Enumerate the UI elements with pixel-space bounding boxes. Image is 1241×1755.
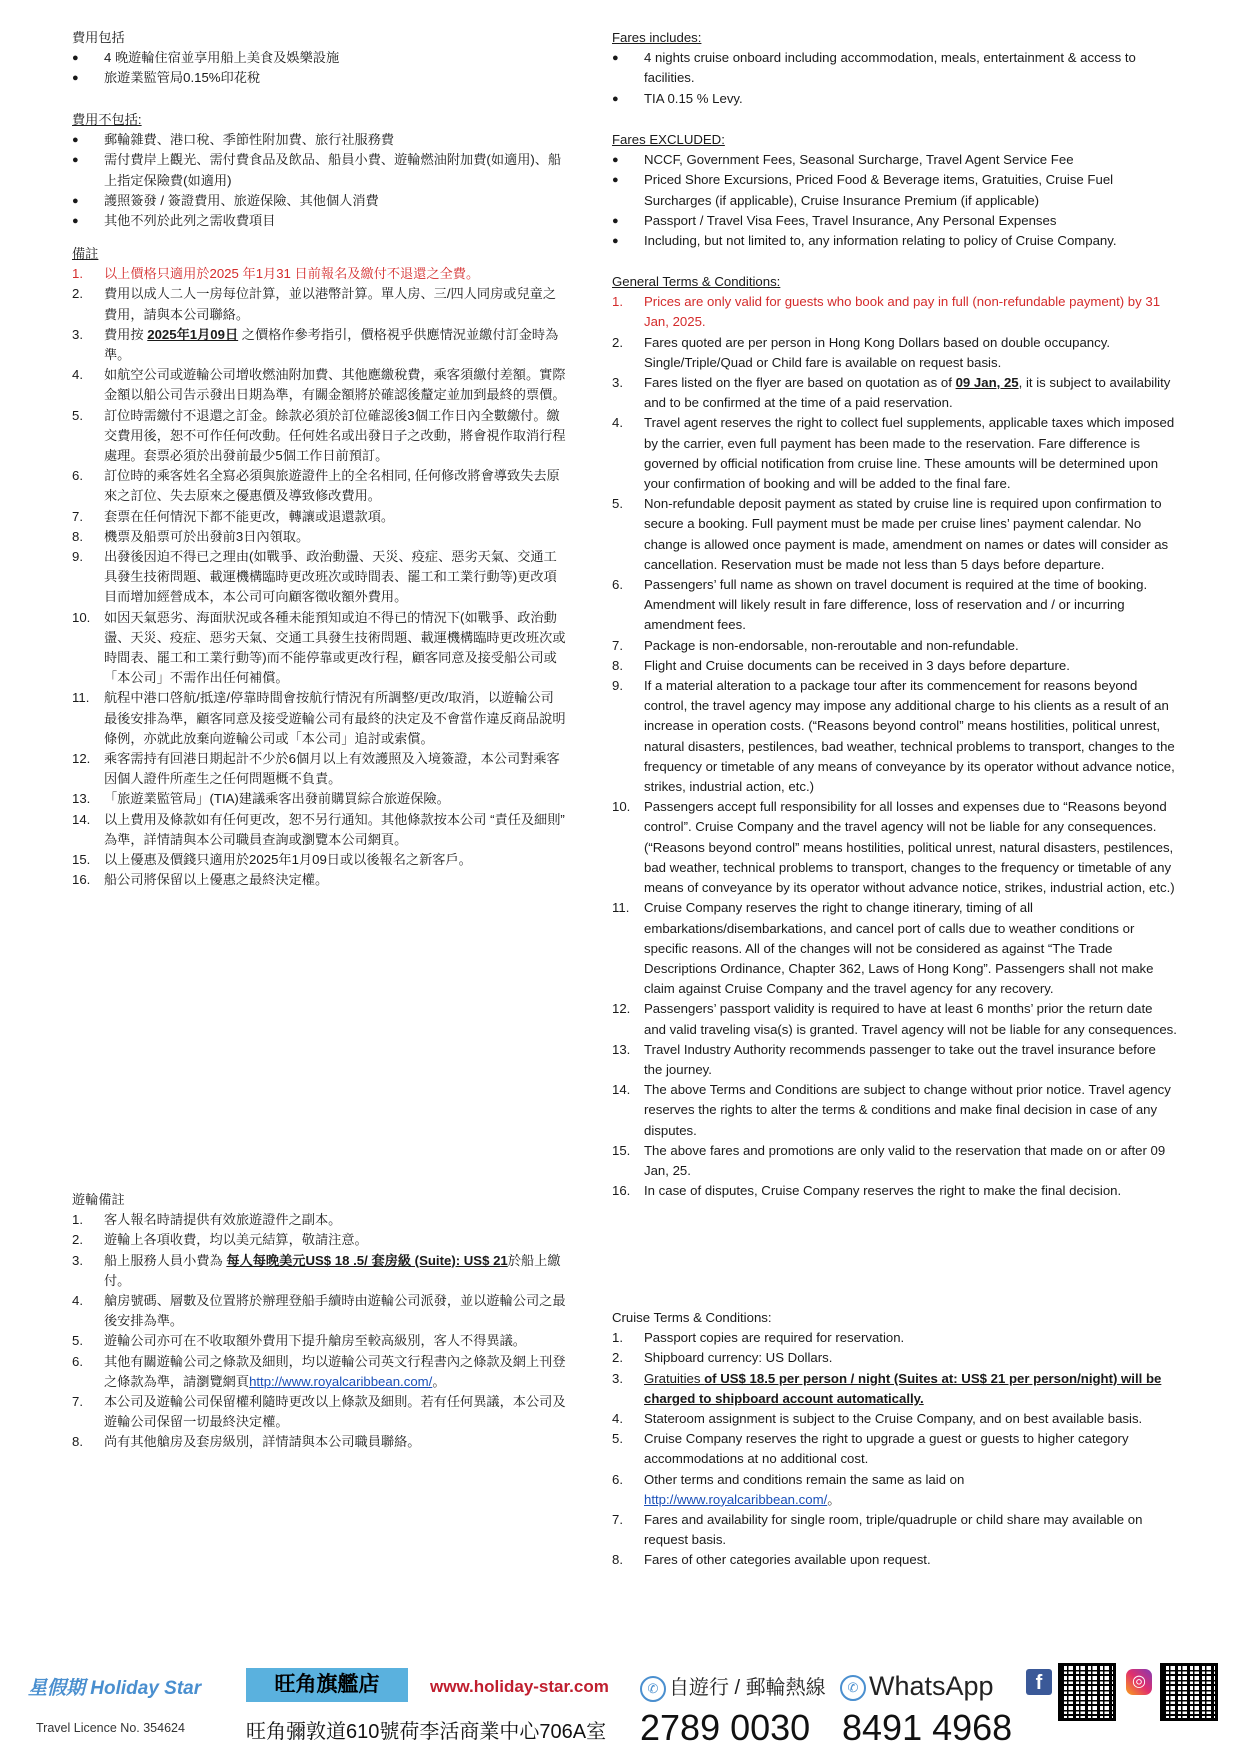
list-item: 7. Package is non-endorsable, non-reroutable and non-refundable. xyxy=(612,637,1019,653)
cruise-terms-section xyxy=(612,1308,1177,1571)
list-item: 7. 套票在任何情況下都不能更改，轉讓或退還款項。 xyxy=(72,508,395,524)
list-item: 14. The above Terms and Conditions are subject to change without prior notice. Travel agency reserves the rights to alter the terms & conditions and make final decision in case of any disputes. xyxy=(612,1082,1171,1138)
list-item: 11. 航程中港口啓航/抵達/停靠時間會按航行情況有所調整/更改/取消，以遊輪公司最後安排為準，顧客同意及接受遊輪公司有最終的決定及不會當作違反商品說明條例，亦就此放棄向遊輪公司或「本公司」追討或索償。 xyxy=(72,690,566,746)
list-item: ● Priced Shore Excursions, Priced Food & Beverage items, Gratuities, Cruise Fuel Surcharges (if applicable), Cruise Insurance Premium (if applicable) xyxy=(612,170,1177,210)
remarks-title-zh: 備註 xyxy=(72,246,99,261)
list-item: ● Including, but not limited to, any information relating to policy of Cruise Company. xyxy=(612,231,1177,251)
phone-icon: ✆ xyxy=(640,1676,666,1702)
list-item: 6. Other terms and conditions remain the same as laid on http://www.royalcaribbean.com/。 xyxy=(612,1471,965,1507)
whatsapp-label: ✆ WhatsApp xyxy=(840,1671,994,1702)
cruise-terms-title: Cruise Terms & Conditions: xyxy=(612,1310,772,1325)
list-item: 8. 機票及船票可於出發前3日內領取。 xyxy=(72,528,310,544)
list-item: 1. 客人報名時請提供有效旅遊證件之副本。 xyxy=(72,1212,342,1228)
excludes-section-zh xyxy=(72,110,567,231)
cruise-notes-section-zh xyxy=(72,1190,567,1453)
list-item: 11. Cruise Company reserves the right to change itinerary, timing of all embarkations/disembarkations, and cancel port of calls due to weather conditions or specific reasons. All of the changes will not be considered as against “The Trade Descriptions Ordinance, Chapter 362, Laws of Hong Kong”. Passengers shall not make claim against Cruise Company and the travel agency for any recovery. xyxy=(612,900,1154,997)
list-item: 6. Passengers’ full name as shown on travel document is required at the time of booking. Amendment will likely result in fare difference, loss of reservation and / or incurring amendment fees. xyxy=(612,577,1148,633)
excludes-title-en: Fares EXCLUDED: xyxy=(612,132,725,147)
list-item: ● 4 nights cruise onboard including accommodation, meals, entertainment & access to facilities. xyxy=(612,48,1177,88)
list-item: 4. Stateroom assignment is subject to the Cruise Company, and on best available basis. xyxy=(612,1411,1143,1427)
list-item: 7. Fares and availability for single room, triple/quadruple or child share may available on request basis. xyxy=(612,1512,1143,1548)
store-badge: 旺角旗艦店 xyxy=(246,1668,408,1702)
list-item: ● 旅遊業監管局0.15%印花稅 xyxy=(72,68,567,88)
list-item: 8. 尚有其他艙房及套房級別，詳情請與本公司職員聯絡。 xyxy=(72,1434,421,1450)
quote-date-zh: 2025年1月09日 xyxy=(147,326,239,342)
list-item: 4. 如航空公司或遊輪公司增收燃油附加費、其他應繳稅費，乘客須繳付差額。實際金額以船公司告示發出日期為準，有關金額將於確認後釐定並加到最終的票價。 xyxy=(72,367,566,403)
list-item: 3. Gratuities of US$ 18.5 per person / night (Suites at: US$ 21 per person/night) will be charged to shipboard account automatically. xyxy=(612,1370,1162,1406)
includes-title-en: Fares includes: xyxy=(612,30,702,45)
list-item: ● TIA 0.15 % Levy. xyxy=(612,89,1177,109)
list-item: 4. Travel agent reserves the right to collect fuel supplements, applicable taxes which imposed by the carrier, even full payment has been made to the reservation. Fare difference is governed by official notification from cruise line. These amounts will be determined upon your confirmation of booking and will be added to the final fare. xyxy=(612,415,1175,492)
includes-section-en xyxy=(612,28,1177,109)
list-item: 8. Flight and Cruise documents can be received in 3 days before departure. xyxy=(612,657,1070,673)
list-item: 5. 遊輪公司亦可在不收取額外費用下提升艙房至較高級別，客人不得異議。 xyxy=(72,1333,526,1349)
list-item: 6. 訂位時的乘客姓名全寫必須與旅遊證件上的全名相同, 任何修改將會導致失去原來之訂位、失去原來之優惠價及導致修改費用。 xyxy=(72,468,560,504)
list-item: ● 需付費岸上觀光、需付費食品及飲品、船員小費、遊輪燃油附加費(如適用)、船上指定保險費(如適用) xyxy=(72,150,567,190)
royal-caribbean-link-en[interactable]: http://www.royalcaribbean.com/ xyxy=(644,1491,828,1507)
includes-section-zh xyxy=(72,28,567,89)
list-item: 10. Passengers accept full responsibility for all losses and expenses due to “Reasons beyond control”. Cruise Company and the travel agency will not be liable for any consequences. (“Reasons beyond control” means hostilities, political unrest, natural disasters, pestilences, bad weather, technical problems to transport, changes to the frequency or timetable of any means of conveyance by its operator without advance notice, strikes, industrial action, etc.) xyxy=(612,799,1175,896)
list-item: 2. 費用以成人二人一房每位計算，並以港幣計算。單人房、三/四人同房或兒童之費用，請與本公司聯絡。 xyxy=(72,286,557,322)
list-item: 5. 訂位時需繳付不退還之訂金。餘款必須於訂位確認後3個工作日內全數繳付。繳交費用後，恕不可作任何改動。任何姓名或出發日子之改動，將會視作取消行程處理。套票必須於出發前最少5個工作日前預訂。 xyxy=(72,407,566,464)
travel-licence: Travel Licence No. 354624 xyxy=(36,1721,185,1735)
list-item: 16. 船公司將保留以上優惠之最終決定權。 xyxy=(72,872,329,888)
list-item: ● 護照簽發 / 簽證費用、旅遊保險、其他個人消費 xyxy=(72,191,567,211)
list-item: 3. 船上服務人員小費為 每人每晚美元US$ 18 .5/ 套房級 (Suite): US$ 21於船上繳付。 xyxy=(72,1252,561,1288)
instagram-icon[interactable]: ◎ xyxy=(1126,1669,1152,1695)
whatsapp-number[interactable]: 8491 4968 xyxy=(842,1707,1013,1748)
list-item: 9. 出發後因迫不得已之理由(如戰爭、政治動盪、天災、疫症、惡劣天氣、交通工具發生技術問題、載運機構臨時更改班次或時間表、罷工和工業行動等)更改項目而增加經營成本，本公司可向顧客徵收額外費用。 xyxy=(72,549,557,605)
list-item: 8. Fares of other categories available upon request. xyxy=(612,1552,931,1568)
list-item: ● NCCF, Government Fees, Seasonal Surcharge, Travel Agent Service Fee xyxy=(612,150,1177,170)
remarks-section-zh xyxy=(72,244,567,891)
facebook-icon[interactable]: f xyxy=(1026,1669,1052,1695)
facebook-qr-code xyxy=(1058,1663,1116,1721)
excludes-section-en xyxy=(612,130,1177,251)
list-item: 2. Shipboard currency: US Dollars. xyxy=(612,1350,833,1366)
list-item: 14. 以上費用及條款如有任何更改，恕不另行通知。其他條款按本公司 “責任及細則” 為準，詳情請與本公司職員查詢或瀏覽本公司網頁。 xyxy=(72,811,565,847)
list-item: 15. 以上優惠及價錢只適用於2025年1月09日或以後報名之新客戶。 xyxy=(72,852,472,868)
royal-caribbean-link-zh[interactable]: http://www.royalcaribbean.com/ xyxy=(249,1373,433,1389)
list-item: 5. Cruise Company reserves the right to upgrade a guest or guests to higher category accommodations at no additional cost. xyxy=(612,1431,1129,1467)
list-item: 3. Fares listed on the flyer are based on quotation as of 09 Jan, 25, it is subject to availability and to be confirmed at the time of a paid reservation. xyxy=(612,375,1171,411)
list-item: ● Passport / Travel Visa Fees, Travel Insurance, Any Personal Expenses xyxy=(612,211,1177,231)
list-item: 9. If a material alteration to a package tour after its commencement for reasons beyond control, the travel agency may impose any additional charge to his clients as a result of an increase in operation costs. (“Reasons beyond control” means hostilities, political unrest, natural disasters, pestilences, bad weather, technical problems to transport, changes to the frequency or timetable of any means of conveyance by its operator without advance notice, strikes, industrial action, etc.) xyxy=(612,678,1175,795)
brand-logo: 星假期 Holiday Star xyxy=(28,1678,202,1699)
website-link[interactable]: www.holiday-star.com xyxy=(430,1677,609,1696)
list-item: 13. Travel Industry Authority recommends passenger to take out the travel insurance before the journey. xyxy=(612,1041,1156,1077)
excludes-title-zh: 費用不包括: xyxy=(72,112,142,127)
hotline-label: ✆ 自遊行 / 郵輪熱線 xyxy=(640,1671,826,1702)
list-item: 2. 遊輪上各項收費，均以美元結算，敬請注意。 xyxy=(72,1232,368,1248)
list-item: 5. Non-refundable deposit payment as stated by cruise line is required upon confirmation to secure a booking. Full payment must be made per cruise lines’ payment calendar. No change is allowed once payment is made, amendment on names or dates will consider as cancellation. Reservation must be made not less than 5 days before departure. xyxy=(612,496,1169,572)
list-item: 2. Fares quoted are per person in Hong Kong Dollars based on double occupancy. Single/Triple/Quad or Child fare is available on request basis. xyxy=(612,334,1111,370)
list-item: 12. Passengers’ passport validity is required to have at least 6 months’ prior the return date and valid traveling visa(s) is granted. Travel agency will not be liable for any consequences. xyxy=(612,1001,1177,1037)
list-item: ● 郵輪雜費、港口稅、季節性附加費、旅行社服務費 xyxy=(72,130,567,150)
list-item: 13. 「旅遊業監管局」(TIA)建議乘客出發前購買綜合旅遊保險。 xyxy=(72,791,450,807)
general-terms-section xyxy=(612,272,1177,1201)
list-item: 15. The above fares and promotions are only valid to the reservation that made on or after 09 Jan, 25. xyxy=(612,1142,1166,1178)
instagram-qr-code xyxy=(1160,1663,1218,1721)
list-item: 12. 乘客需持有回港日期起計不少於6個月以上有效護照及入境簽證，本公司對乘客因個人證件所產生之任何問題概不負責。 xyxy=(72,751,560,787)
list-item: 4. 艙房號碼、層數及位置將於辦理登船手續時由遊輪公司派發，並以遊輪公司之最後安排為準。 xyxy=(72,1293,566,1329)
list-item: 1. Prices are only valid for guests who book and pay in full (non-refundable payment) by 31 Jan, 2025. xyxy=(612,294,1161,330)
list-item: 3. 費用按 2025年1月09日 之價格作參考指引，價格視乎供應情況並繳付訂金時為準。 xyxy=(72,326,559,363)
includes-title-zh: 費用包括 xyxy=(72,30,125,45)
list-item: 1. Passport copies are required for reservation. xyxy=(612,1330,905,1346)
list-item: 7. 本公司及遊輪公司保留權利隨時更改以上條款及細則。若有任何異議，本公司及遊輪公司保留一切最終決定權。 xyxy=(72,1394,566,1430)
hotline-number[interactable]: 2789 0030 xyxy=(640,1707,811,1748)
list-item: ● 其他不列於此列之需收費項目 xyxy=(72,211,567,231)
list-item: 10. 如因天氣惡劣、海面狀況或各種未能預知或迫不得已的情況下(如戰爭、政治動盪、天災、疫症、惡劣天氣、交通工具發生技術問題、載運機構臨時更改班次或時間表、罷工和工業行動等)而不能停靠或更改行程，顧客同意及接受船公司或「本公司」不需作出任何補償。 xyxy=(72,609,566,686)
list-item: 1. 以上價格只適用於2025 年1月31 日前報名及繳付不退還之全費。 xyxy=(72,266,480,282)
cruise-notes-title-zh: 遊輪備註 xyxy=(72,1192,125,1207)
footer-banner xyxy=(0,1655,1241,1755)
whatsapp-icon: ✆ xyxy=(840,1675,866,1701)
list-item: 16. In case of disputes, Cruise Company reserves the right to make the final decision. xyxy=(612,1183,1122,1199)
store-address: 旺角彌敦道610號荷李活商業中心706A室 xyxy=(246,1721,607,1743)
general-terms-title: General Terms & Conditions: xyxy=(612,274,781,289)
list-item: 6. 其他有關遊輪公司之條款及細則，均以遊輪公司英文行程書內之條款及網上刊登之條款為準，請瀏覽網頁http://www.royalcaribbean.com/。 xyxy=(72,1353,566,1389)
list-item: ● 4 晚遊輪住宿並享用船上美食及娛樂設施 xyxy=(72,48,567,68)
quote-date-en: 09 Jan, 25 xyxy=(955,375,1019,391)
